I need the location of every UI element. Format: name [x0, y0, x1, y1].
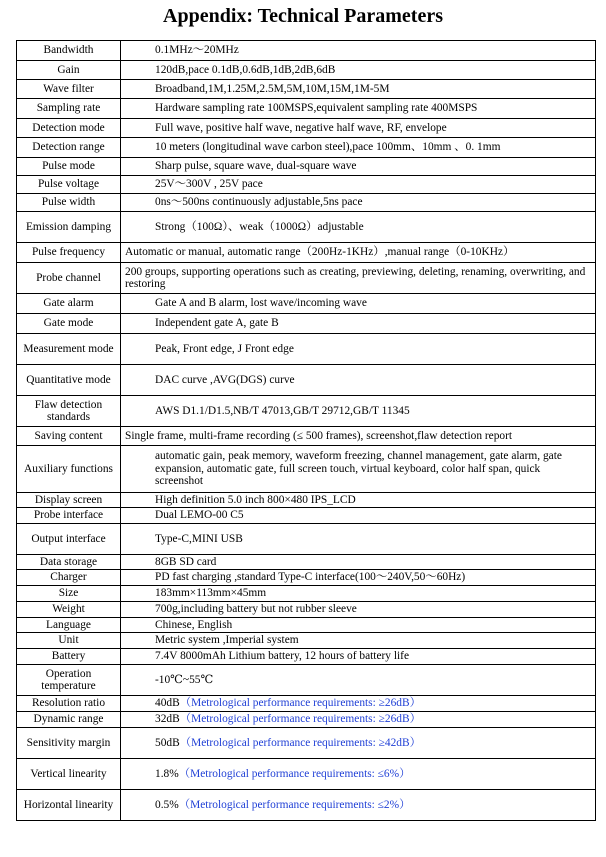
table-row [17, 80, 596, 99]
parameter-value: 0.1MHz～20MHz [155, 44, 239, 57]
table-row [17, 555, 596, 570]
parameter-value: Independent gate A, gate B [155, 317, 279, 330]
table-row [17, 41, 596, 61]
parameter-value-cell [121, 586, 596, 602]
parameter-label: Battery [17, 649, 121, 665]
table-row [17, 158, 596, 176]
parameter-label: Display screen [17, 493, 121, 508]
parameter-value-cell [121, 194, 596, 212]
parameter-value-cell [121, 365, 596, 396]
table-row [17, 294, 596, 314]
parameter-value: Hardware sampling rate 100MSPS,equivalent sampling rate 400MSPS [155, 102, 478, 115]
table-row [17, 602, 596, 618]
table-row [17, 212, 596, 243]
parameter-value-cell [121, 712, 596, 728]
parameter-label: Sensitivity margin [17, 728, 121, 759]
table-row [17, 618, 596, 633]
table-row [17, 314, 596, 334]
metrological-requirement-note: （Metrological performance requirements: ≥26dB） [179, 713, 421, 726]
parameter-value: 40dB [155, 697, 180, 710]
parameter-value-cell [121, 61, 596, 80]
table-row [17, 508, 596, 524]
table-row [17, 649, 596, 665]
parameter-value: 50dB [155, 736, 180, 749]
page-title: Appendix: Technical Parameters [163, 5, 443, 27]
parameter-value: Full wave, positive half wave, negative half wave, RF, envelope [155, 121, 447, 134]
table-row [17, 396, 596, 427]
parameter-value-cell [121, 649, 596, 665]
parameter-value: Metric system ,Imperial system [155, 634, 299, 647]
parameter-value: Sharp pulse, square wave, dual-square wave [155, 160, 357, 173]
parameter-value-cell [121, 728, 596, 759]
metrological-requirement-note: （Metrological performance requirements: ≤2%） [178, 798, 411, 811]
parameter-value: Gate A and B alarm, lost wave/incoming wave [155, 297, 367, 310]
parameter-value: 700g,including battery but not rubber sleeve [155, 603, 357, 616]
parameter-value-cell [121, 119, 596, 138]
table-row [17, 99, 596, 119]
table-row [17, 712, 596, 728]
parameter-value: 8GB SD card [155, 555, 217, 568]
parameter-value: automatic gain, peak memory, waveform freezing, channel management, gate alarm, gate expansion, automatic gate, full screen touch, virtual keyboard, color half span, quick screenshot [155, 450, 562, 488]
parameter-value-cell [121, 80, 596, 99]
parameter-value: DAC curve ,AVG(DGS) curve [155, 373, 295, 386]
parameter-value-cell [121, 41, 596, 61]
table-row [17, 633, 596, 649]
table-row [17, 696, 596, 712]
parameter-label: Gain [17, 61, 121, 80]
parameter-label: Operation temperature [17, 665, 121, 696]
parameter-value-cell [121, 263, 596, 294]
parameter-label: Pulse frequency [17, 243, 121, 263]
parameter-label: Language [17, 618, 121, 633]
table-row [17, 665, 596, 696]
parameter-label: Saving content [17, 427, 121, 446]
table-row [17, 728, 596, 759]
parameter-value: 120dB,pace 0.1dB,0.6dB,1dB,2dB,6dB [155, 63, 336, 76]
parameter-label: Wave filter [17, 80, 121, 99]
parameter-value: 7.4V 8000mAh Lithium battery, 12 hours of battery life [155, 650, 410, 663]
table-row [17, 446, 596, 493]
parameter-label: Vertical linearity [17, 759, 121, 790]
parameter-value-cell [121, 396, 596, 427]
parameter-value-cell [121, 555, 596, 570]
parameter-value-cell [121, 334, 596, 365]
table-row [17, 493, 596, 508]
table-row [17, 263, 596, 294]
parameter-value-cell [121, 602, 596, 618]
table-row [17, 176, 596, 194]
parameter-label: Size [17, 586, 121, 602]
table-row [17, 194, 596, 212]
parameter-label: Unit [17, 633, 121, 649]
parameter-value: 0.5% [155, 798, 179, 811]
parameter-label: Quantitative mode [17, 365, 121, 396]
parameter-label: Output interface [17, 524, 121, 555]
parameter-value-cell [121, 790, 596, 821]
parameter-value-cell [121, 99, 596, 119]
parameter-label: Detection mode [17, 119, 121, 138]
parameter-value: 10 meters (longitudinal wave carbon steel),pace 100mm、10mm 、0. 1mm [155, 141, 501, 154]
table-row [17, 790, 596, 821]
parameter-label: Flaw detection standards [17, 396, 121, 427]
parameter-value-cell [121, 524, 596, 555]
parameter-value-cell [121, 759, 596, 790]
parameter-value: Strong（100Ω）、weak（1000Ω）adjustable [155, 220, 364, 233]
parameter-value-cell [121, 633, 596, 649]
parameter-value: 32dB [155, 713, 180, 726]
parameter-label: Pulse width [17, 194, 121, 212]
parameter-label: Probe interface [17, 508, 121, 524]
table-row [17, 119, 596, 138]
parameter-label: Charger [17, 570, 121, 586]
parameter-value: High definition 5.0 inch 800×480 IPS_LCD [155, 493, 356, 506]
parameter-value: PD fast charging ,standard Type-C interface(100～240V,50～60Hz) [155, 571, 466, 584]
parameter-label: Horizontal linearity [17, 790, 121, 821]
parameter-value-cell [121, 294, 596, 314]
table-row [17, 524, 596, 555]
parameter-value: Automatic or manual, automatic range（200Hz-1KHz）,manual range（0-10KHz） [125, 246, 515, 259]
parameter-label: Auxiliary functions [17, 446, 121, 493]
metrological-requirement-note: （Metrological performance requirements: ≤6%） [178, 767, 411, 780]
parameter-label: Weight [17, 602, 121, 618]
parameter-value: 0ns～500ns continuously adjustable,5ns pace [155, 196, 363, 209]
table-body [17, 41, 596, 821]
parameter-value: Broadband,1M,1.25M,2.5M,5M,10M,15M,1M-5M [155, 82, 390, 95]
parameter-value-cell [121, 176, 596, 194]
parameter-label: Dynamic range [17, 712, 121, 728]
parameter-label: Pulse voltage [17, 176, 121, 194]
parameter-value: 183mm×113mm×45mm [155, 587, 267, 600]
table-row [17, 243, 596, 263]
parameter-value: Single frame, multi-frame recording (≤ 500 frames), screenshot,flaw detection report [125, 429, 513, 442]
metrological-requirement-note: （Metrological performance requirements: ≥26dB） [179, 697, 421, 710]
parameter-label: Measurement mode [17, 334, 121, 365]
parameter-label: Emission damping [17, 212, 121, 243]
table-row [17, 365, 596, 396]
table-row [17, 759, 596, 790]
parameter-value: Chinese, English [155, 618, 233, 631]
parameter-label: Pulse mode [17, 158, 121, 176]
parameter-value: 1.8% [155, 767, 179, 780]
parameter-label: Detection range [17, 138, 121, 158]
parameter-label: Data storage [17, 555, 121, 570]
table-row [17, 570, 596, 586]
parameter-value-cell [121, 665, 596, 696]
parameter-label: Bandwidth [17, 41, 121, 61]
parameter-label: Sampling rate [17, 99, 121, 119]
parameter-value: 200 groups, supporting operations such as creating, previewing, deleting, renaming, overwriting, and restoring [125, 265, 586, 290]
parameter-label: Gate alarm [17, 294, 121, 314]
parameter-value-cell [121, 212, 596, 243]
metrological-requirement-note: （Metrological performance requirements: ≥42dB） [179, 736, 421, 749]
parameter-value: -10℃~55℃ [155, 673, 214, 686]
parameter-value-cell [121, 427, 596, 446]
parameter-value-cell [121, 243, 596, 263]
parameter-value: Type-C,MINI USB [155, 532, 243, 545]
parameter-value: AWS D1.1/D1.5,NB/T 47013,GB/T 29712,GB/T 11345 [155, 404, 410, 417]
parameter-value: Peak, Front edge, J Front edge [155, 342, 294, 355]
table-row [17, 61, 596, 80]
parameter-value-cell [121, 570, 596, 586]
parameter-value: 25V～300V , 25V pace [155, 178, 263, 191]
parameter-label: Gate mode [17, 314, 121, 334]
table-row [17, 334, 596, 365]
parameter-label: Probe channel [17, 263, 121, 294]
parameter-label: Resolution ratio [17, 696, 121, 712]
technical-parameters-table [16, 40, 596, 821]
table-row [17, 138, 596, 158]
parameter-value: Dual LEMO-00 C5 [155, 509, 244, 522]
table-row [17, 427, 596, 446]
parameter-value-cell [121, 493, 596, 508]
parameter-value-cell [121, 314, 596, 334]
parameter-value-cell [121, 696, 596, 712]
parameter-value-cell [121, 508, 596, 524]
parameter-value-cell [121, 158, 596, 176]
parameter-value-cell [121, 138, 596, 158]
parameter-value-cell [121, 446, 596, 493]
parameter-value-cell [121, 618, 596, 633]
table-row [17, 586, 596, 602]
